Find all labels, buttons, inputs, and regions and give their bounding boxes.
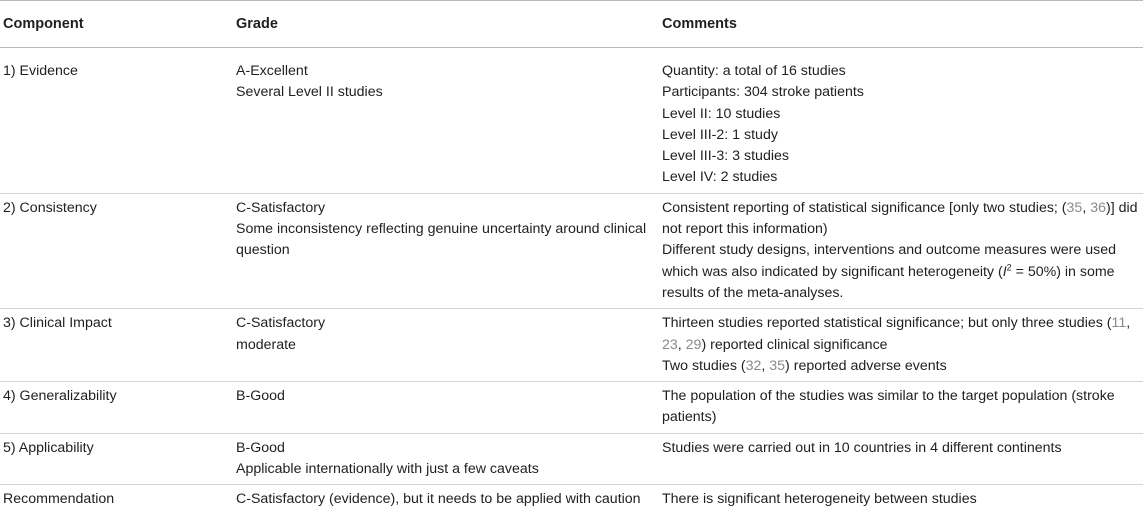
grade-line: Several Level II studies [236, 84, 383, 101]
grade-line: C-Satisfactory [236, 199, 326, 216]
citation-link[interactable]: 36 [1090, 199, 1106, 216]
header-grade: Grade [232, 1, 660, 48]
comments-cell [660, 193, 1143, 308]
table-row [0, 433, 1143, 485]
header-row [0, 1, 1143, 48]
comments-cell [660, 433, 1143, 485]
component-cell: 5) Applicability [0, 433, 232, 485]
component-cell: 1) Evidence [0, 48, 232, 194]
component-cell: 2) Consistency [0, 193, 232, 308]
table-row [0, 193, 1143, 308]
comments-cell [660, 48, 1143, 194]
grade-line: Some inconsistency reflecting genuine uncertainty around clinical question [236, 221, 647, 259]
comment-paragraph: Different study designs, interventions and outcome measures were used which was also indicated by significant heterogeneity $(I^2 = 50\%)$ in some results of the meta-analyses. [662, 242, 1116, 301]
citation-link[interactable]: 23 [662, 336, 678, 353]
comment-paragraph: Consistent reporting of statistical significance [only two studies; (35, 36)] did not report this information) [662, 199, 1138, 238]
grade-line: C-Satisfactory (evidence), but it needs to be applied with caution [236, 491, 641, 508]
citation-link[interactable]: 11 [1111, 315, 1127, 332]
component-cell: Recommendation [3, 491, 115, 508]
comments-cell [660, 485, 1143, 515]
grade-line: moderate [236, 336, 296, 353]
grade-cell [232, 382, 660, 434]
header-component: Component [0, 1, 232, 48]
comment-line: Level IV: 2 studies [662, 169, 778, 186]
comment-paragraph: Two studies (32, 35) reported adverse events [662, 357, 947, 374]
citation-link[interactable]: 35 [769, 357, 786, 374]
table-row [0, 48, 1143, 194]
table-row [0, 485, 1143, 515]
table-row [0, 382, 1143, 434]
grade-cell [232, 193, 660, 308]
comment-line: Level III-2: 1 study [662, 126, 778, 143]
comments-cell [660, 309, 1143, 382]
table-row [0, 309, 1143, 382]
comment-line: Level II: 10 studies [662, 105, 781, 122]
grade-cell [232, 485, 660, 515]
grade-line: Applicable internationally with just a few caveats [236, 461, 539, 478]
grade-cell [232, 48, 660, 194]
component-cell: 4) Generalizability [0, 382, 232, 434]
comments-cell [660, 382, 1143, 434]
citation-link[interactable]: 29 [685, 336, 702, 353]
comment-paragraph: Thirteen studies reported statistical significance; but only three studies (11, 23, 29) reported clinical significance [662, 315, 1131, 353]
citation-link[interactable]: 35 [1066, 199, 1083, 216]
comment-line: Studies were carried out in 10 countries in 4 different continents [662, 439, 1062, 456]
grade-line: A-Excellent [236, 63, 308, 79]
comment-line: Level III-3: 3 studies [662, 148, 789, 165]
comment-line: The population of the studies was similar to the target population (stroke patients) [662, 388, 1115, 426]
citation-link[interactable]: 32 [745, 357, 762, 374]
grade-cell [232, 433, 660, 485]
i-squared-stat: I [1002, 263, 1007, 280]
component-cell: 3) Clinical Impact [0, 309, 232, 382]
comment-line: Quantity: a total of 16 studies [662, 63, 846, 79]
grade-line: C-Satisfactory [236, 315, 326, 332]
comment-line: Participants: 304 stroke patients [662, 84, 864, 101]
grade-line: B-Good [236, 439, 285, 456]
header-comments: Comments [660, 1, 1143, 48]
grade-cell [232, 309, 660, 382]
comment-line: There is significant heterogeneity between studies [662, 491, 977, 508]
grade-line: B-Good [236, 388, 285, 405]
